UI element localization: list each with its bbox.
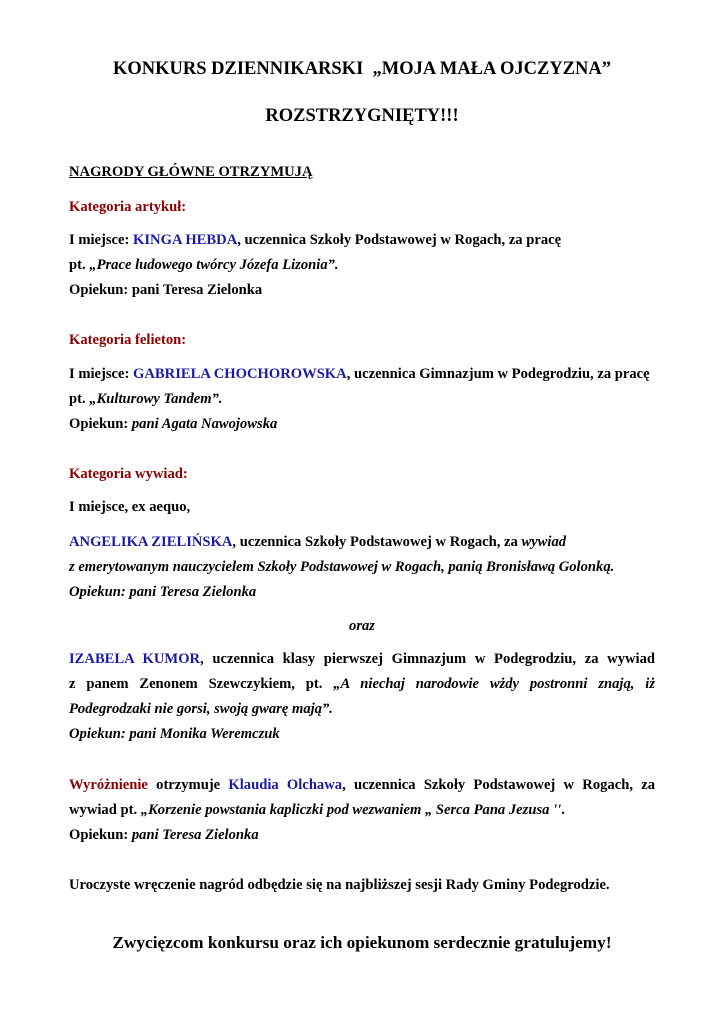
category-wywiad: Kategoria wywiad: (69, 466, 188, 482)
wywiad-winner2-line3: Podegrodzaki nie gorsi, swoją gwarę mają”. (69, 701, 333, 717)
main-heading: NAGRODY GŁÓWNE OTRZYMUJĄ (69, 164, 313, 180)
winner-desc: , uczennica Gimnazjum w Podegrodziu, za pracę (346, 366, 650, 382)
artykul-tutor: Opiekun: pani Teresa Zielonka (69, 282, 263, 298)
winner-name: GABRIELA CHOCHOROWSKA (133, 366, 347, 382)
winner-desc-line2: z panem Zenonem Szewczykiem, pt. (69, 676, 334, 692)
winner-name: Klaudia Olchawa (228, 777, 343, 793)
work-title: „Kulturowy Tandem”. (89, 391, 223, 407)
wywiad-place-label: I miejsce, ex aequo, (69, 499, 191, 515)
wyroznienie-label: Wyróżnienie (69, 777, 148, 793)
congratulations: Zwycięzcom konkursu oraz ich opiekunom serdecznie gratulujemy! (112, 933, 612, 952)
tutor-name: pani Agata Nawojowska (131, 416, 278, 432)
wyroznienie-line2 (69, 801, 655, 819)
pt-label: pt. (69, 257, 90, 273)
wywiad-winner1-line2: z emerytowanym nauczycielem Szkoły Podstawowej w Rogach, panią Bronisławą Golonką. (69, 559, 615, 575)
felieton-tutor (69, 415, 655, 433)
wywiad-winner1-line (69, 533, 655, 551)
winner-desc: , uczennica Szkoły Podstawowej w Rogach, za (342, 777, 655, 793)
wywiad-winner2-line2 (69, 675, 655, 693)
winner-desc-italic: wywiad (521, 534, 567, 550)
winner-name: KINGA HEBDA (133, 232, 238, 248)
category-felieton: Kategoria felieton: (69, 332, 187, 348)
oraz-separator: oraz (349, 618, 375, 634)
work-title: „Prace ludowego twórcy Józefa Lizonia”. (89, 257, 339, 273)
tutor-name: pani Teresa Zielonka (131, 827, 259, 843)
winner-desc: , uczennica klasy pierwszej Gimnazjum w Podegrodziu, za wywiad (200, 651, 655, 667)
artykul-title-line (69, 256, 655, 274)
wyroznienie-text: otrzymuje (147, 777, 229, 793)
place-label: I miejsce: (69, 232, 134, 248)
winner-name: ANGELIKA ZIELIŃSKA (69, 534, 233, 550)
tutor-label: Opiekun: (69, 827, 132, 843)
winner-desc: , uczennica Szkoły Podstawowej w Rogach, za pracę (237, 232, 562, 248)
title-line-2: ROZSTRZYGNIĘTY!!! (265, 106, 459, 126)
line2-start: wywiad pt. (69, 802, 141, 818)
wywiad-tutor1: Opiekun: pani Teresa Zielonka (69, 584, 257, 600)
place-label: I miejsce: (69, 366, 134, 382)
work-title: „Korzenie powstania kapliczki pod wezwaniem „ Serca Pana Jezusa '' (140, 802, 562, 818)
pt-label: pt. (69, 391, 90, 407)
artykul-place-line (69, 231, 655, 249)
category-artykul: Kategoria artykuł: (69, 199, 187, 215)
wywiad-winner2-line (69, 650, 655, 668)
wyroznienie-tutor (69, 826, 655, 844)
title-line-1: KONKURS DZIENNIKARSKI „MOJA MAŁA OJCZYZNA” (112, 59, 611, 79)
line2-end: . (561, 802, 565, 818)
wyroznienie-line (69, 776, 655, 794)
felieton-title-line (69, 390, 655, 408)
ceremony-note: Uroczyste wręczenie nagród odbędzie się na najbliższej sesji Rady Gminy Podegrodzie. (69, 877, 610, 893)
wywiad-tutor2: Opiekun: pani Monika Weremczuk (69, 726, 280, 742)
tutor-label: Opiekun: (69, 416, 132, 432)
winner-desc: , uczennica Szkoły Podstawowej w Rogach, za (232, 534, 522, 550)
winner-name: IZABELA KUMOR (69, 651, 201, 667)
felieton-place-line (69, 365, 655, 383)
work-title: „A niechaj narodowie wżdy postronni znają, iż (333, 676, 655, 692)
